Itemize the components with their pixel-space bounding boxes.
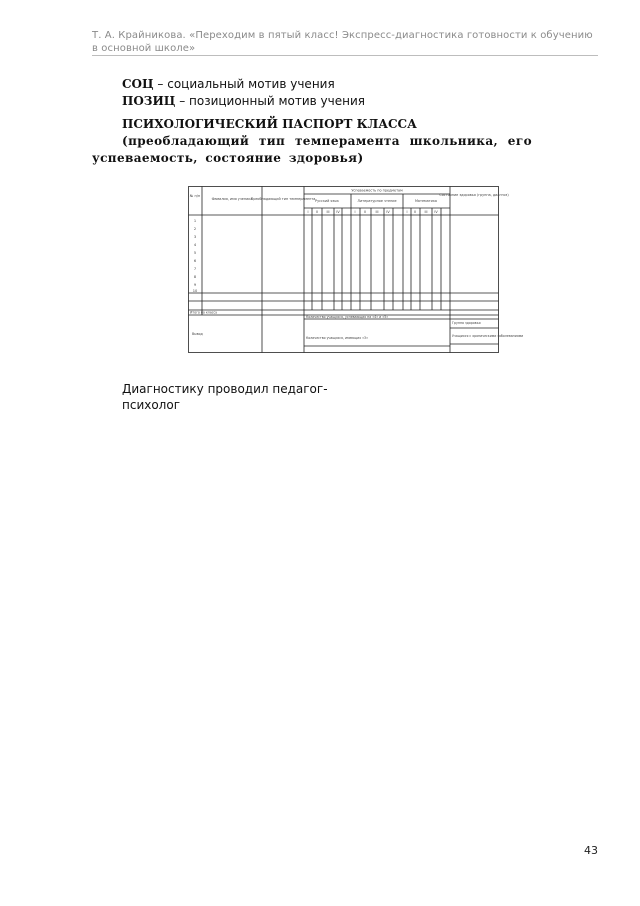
- section-subtitle: (преобладающий тип темперамента школьника, его успеваемость, состояние здоровья): [92, 134, 532, 165]
- header-num: № п/п: [189, 194, 201, 198]
- health-line-2: Учащихся с хроническими заболеваниями: [452, 334, 524, 338]
- row-number: 2: [193, 227, 197, 231]
- grade-label: III: [424, 210, 428, 214]
- abbreviation-definition: – социальный мотив учения: [153, 77, 335, 91]
- abbreviation-term: ПОЗИЦ: [122, 94, 176, 108]
- table-grid: [188, 186, 524, 354]
- row-number: 6: [193, 259, 197, 263]
- row-number: 5: [193, 251, 197, 255]
- summary-line-2: Количество учащихся, имеющих «3»: [306, 336, 369, 340]
- grade-label: II: [316, 210, 318, 214]
- grade-label: I: [406, 210, 408, 214]
- row-number: 10: [192, 289, 198, 293]
- summary-line-1: Количество учащихся, успевающих на «4» и «5»: [306, 315, 389, 319]
- header-health: Состояние здоровья (группа, диагноз): [439, 193, 509, 197]
- summary-label: Вывод: [192, 332, 203, 336]
- header-divider: [92, 55, 598, 56]
- grade-label: IV: [434, 210, 438, 214]
- abbreviation-term: СОЦ: [122, 77, 154, 91]
- running-header: Т. А. Крайникова. «Переходим в пятый класс! Экспресс-диагностика готовности к обучению в основной школе»: [92, 30, 593, 54]
- abbreviation-definition: – позиционный мотив учения: [175, 94, 365, 108]
- header-performance: Успеваемость по предметам: [351, 188, 403, 193]
- row-number: 1: [193, 219, 197, 223]
- grade-label: III: [326, 210, 330, 214]
- diagnostician-note: Диагностику проводил педагог-психолог: [122, 382, 328, 412]
- row-number: 4: [193, 243, 197, 247]
- grade-label: II: [414, 210, 416, 214]
- grade-label: IV: [386, 210, 390, 214]
- health-line-1: Группа здоровья: [452, 321, 481, 325]
- subheader-reading: Литературное чтение: [357, 199, 397, 203]
- grade-label: I: [354, 210, 356, 214]
- subheader-math: Математика: [414, 199, 438, 203]
- grade-label: IV: [336, 210, 340, 214]
- row-number: 7: [193, 267, 197, 271]
- total-label: Итого по классу: [190, 310, 218, 315]
- header-temperament: Преобладающий тип темперамента: [250, 197, 316, 201]
- grade-label: II: [364, 210, 366, 214]
- row-number: 3: [193, 235, 197, 239]
- abbreviation-soc: [122, 77, 335, 91]
- header-name: Фамилия, имя ученика: [211, 197, 253, 201]
- page-number: 43: [584, 844, 598, 857]
- section-title: ПСИХОЛОГИЧЕСКИЙ ПАСПОРТ КЛАССА: [122, 117, 417, 131]
- abbreviation-poziz: [122, 94, 365, 108]
- subheader-russian: Русский язык: [315, 199, 339, 203]
- grade-label: III: [375, 210, 379, 214]
- grade-label: I: [307, 210, 309, 214]
- row-number: 8: [193, 275, 197, 279]
- row-number: 9: [193, 283, 197, 287]
- class-passport-table: [188, 186, 524, 358]
